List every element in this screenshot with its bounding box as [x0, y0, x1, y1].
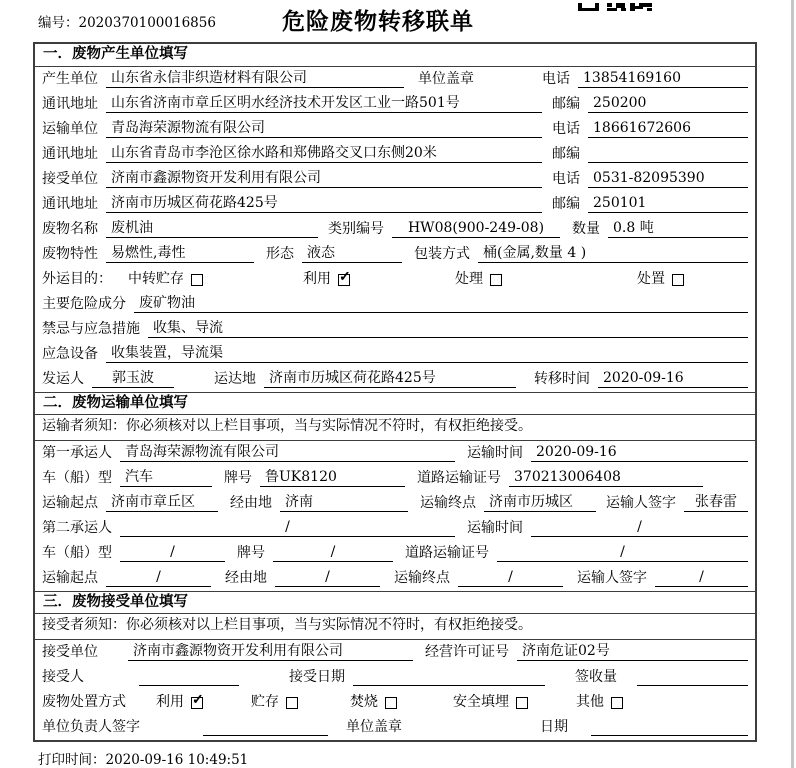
- vehicle2-row: [35, 541, 755, 566]
- equipment-row: [35, 342, 755, 367]
- disposal-burn-checkbox: [385, 697, 397, 709]
- route1-sign-label: 运输人签字: [606, 495, 676, 511]
- disposal-option-store: [251, 694, 298, 711]
- receipt-qty-label: 签收量: [575, 669, 617, 685]
- producer-label: 产生单位: [42, 71, 98, 87]
- disposal-option-use: [156, 694, 203, 711]
- producer-address-right: [542, 95, 748, 113]
- purpose-dispose-checkbox: [672, 274, 684, 286]
- responsible-sign-value: [203, 735, 328, 736]
- disposal-row: [35, 690, 755, 715]
- vehicle1-permit-label: 道路运输证号: [417, 470, 501, 486]
- shipper-label: 发运人: [42, 371, 84, 387]
- receiver-left: [42, 170, 542, 188]
- document-number-value: 2020370100016856: [78, 15, 216, 31]
- responsible-sign-label: 单位负责人签字: [42, 719, 140, 735]
- waste-category-value: HW08(900-249-08): [392, 220, 560, 238]
- receiver-phone-value: 0531-82095390: [588, 170, 748, 188]
- section2-header: 二．废物运输单位填写: [35, 392, 755, 415]
- producer-phone-label: 电话: [542, 71, 570, 87]
- carrier2-time-label: 运输时间: [467, 520, 523, 536]
- waste-form-value: 液态: [302, 245, 402, 263]
- disposal-option-store-label: 贮存: [251, 694, 279, 710]
- purpose-option-dispose: [637, 271, 684, 288]
- disposal-option-other: [576, 694, 623, 711]
- purpose-row: [35, 267, 755, 292]
- disposal-option-landfill-label: 安全填埋: [453, 694, 509, 710]
- route1-end-label: 运输终点: [420, 495, 476, 511]
- receiver-notice-row: [35, 614, 755, 640]
- producer-address-label: 通讯地址: [42, 96, 98, 112]
- section1-header: 一．废物产生单位填写: [35, 44, 755, 67]
- purpose-option-use: [303, 271, 350, 288]
- disposal-option-use-label: 利用: [156, 694, 184, 710]
- waste-form-label: 形态: [266, 246, 294, 262]
- transporter-address-label: 通讯地址: [42, 146, 98, 162]
- transporter-notice-text: 运输者须知：你必须核对以上栏目事项，当与实际情况不符时，有权拒绝接受。: [42, 418, 532, 434]
- destination-value: 济南市历城区荷花路425号: [264, 370, 516, 388]
- receiver-label: 接受单位: [42, 171, 98, 187]
- disposal-option-landfill: [453, 694, 528, 711]
- receiver-row: [35, 167, 755, 192]
- transporter-address-value: 山东省青岛市李沧区徐水路和郑佛路交叉口东侧20米: [106, 145, 542, 163]
- accept-date-label: 接受日期: [289, 669, 345, 685]
- transfer-time-label: 转移时间: [534, 371, 590, 387]
- route1-start-value: 济南市章丘区: [106, 494, 218, 512]
- carrier1-row: [35, 441, 755, 466]
- carrier1-time-value: 2020-09-16: [531, 444, 748, 462]
- route2-end-value: /: [458, 569, 563, 587]
- carrier2-label: 第二承运人: [42, 520, 112, 536]
- accept-person-value: [139, 685, 239, 686]
- carrier2-time-value: /: [531, 519, 748, 537]
- receiver-phone-label: 电话: [552, 171, 580, 187]
- disposal-other-checkbox: [611, 697, 623, 709]
- producer-value: 山东省永信非织造材料有限公司: [106, 70, 404, 88]
- hazard-value: 废矿物油: [134, 295, 748, 313]
- waste-name-value: 废机油: [106, 220, 318, 238]
- disposal-option-burn: [350, 694, 397, 711]
- transporter-zip-value: [588, 162, 748, 163]
- vehicle2-type-label: 车（船）型: [42, 545, 112, 561]
- accept-date-value: [353, 685, 545, 686]
- date-label: 日期: [540, 719, 568, 735]
- print-time-value: 2020-09-16 10:49:51: [105, 752, 249, 768]
- taboo-row: [35, 317, 755, 342]
- purpose-option-dispose-label: 处置: [637, 271, 665, 287]
- transporter-right: [542, 120, 748, 138]
- waste-property-row: [35, 242, 755, 267]
- receiver-right: [542, 170, 748, 188]
- section3-header: 三．废物接受单位填写: [35, 591, 755, 614]
- producer-row: [35, 67, 755, 92]
- purpose-treat-checkbox: [490, 274, 502, 286]
- accept-unit-label: 接受单位: [42, 644, 98, 660]
- receipt-qty-value: [637, 685, 748, 686]
- waste-category-label: 类别编号: [328, 221, 384, 237]
- vehicle1-type-label: 车（船）型: [42, 470, 112, 486]
- disposal-use-checkbox: [191, 697, 203, 709]
- route1-sign-value: 张春雷: [684, 494, 748, 512]
- waste-property-label: 废物特性: [42, 246, 98, 262]
- disposal-landfill-checkbox: [516, 697, 528, 709]
- print-time: [38, 748, 248, 768]
- route1-row: [35, 491, 755, 516]
- producer-zip-label: 邮编: [552, 96, 580, 112]
- vehicle2-permit-label: 道路运输证号: [405, 545, 489, 561]
- producer-address-left: [42, 95, 542, 113]
- waste-property-value: 易燃性,毒性: [106, 245, 254, 263]
- vehicle1-plate-label: 牌号: [224, 470, 252, 486]
- license-value: 济南危证02号: [517, 643, 748, 661]
- waste-qty-label: 数量: [572, 221, 600, 237]
- shipper-row: [35, 367, 755, 392]
- responsible-sign-row: [35, 715, 755, 740]
- vehicle2-permit-value: /: [497, 544, 748, 562]
- producer-address-row: [35, 92, 755, 117]
- purpose-use-checkbox: [338, 274, 350, 286]
- disposal-store-checkbox: [286, 697, 298, 709]
- seal-label: 单位盖章: [418, 71, 474, 87]
- transporter-phone-value: 18661672606: [588, 120, 748, 138]
- vehicle2-type-value: /: [120, 544, 225, 562]
- transporter-left: [42, 120, 542, 138]
- transporter-phone-label: 电话: [552, 121, 580, 137]
- shipper-value: 郭玉波: [92, 370, 174, 388]
- transfer-time-value: 2020-09-16: [598, 370, 748, 388]
- transporter-address-row: [35, 142, 755, 167]
- document-number-label: 编号：: [38, 15, 79, 31]
- route2-via-label: 经由地: [225, 570, 267, 586]
- print-time-label: 打印时间：: [38, 752, 106, 768]
- hazard-label: 主要危险成分: [42, 296, 126, 312]
- equipment-label: 应急设备: [42, 346, 98, 362]
- receiver-address-label: 通讯地址: [42, 196, 98, 212]
- equipment-value: 收集装置，导流渠: [106, 345, 748, 363]
- disposal-option-other-label: 其他: [576, 694, 604, 710]
- page-title: 危险废物转移联单: [282, 9, 474, 35]
- purpose-transfer-checkbox: [191, 274, 203, 286]
- date-value: [591, 735, 748, 736]
- producer-zip-value: 250200: [588, 95, 748, 113]
- purpose-label: 外运目的：: [42, 271, 112, 287]
- transporter-notice-row: [35, 415, 755, 441]
- taboo-label: 禁忌与应急措施: [42, 321, 140, 337]
- producer-left: [42, 70, 542, 88]
- waste-name-label: 废物名称: [42, 221, 98, 237]
- manifest-table: [33, 42, 757, 742]
- transporter-value: 青岛海荣源物流有限公司: [106, 120, 542, 138]
- accept-unit-row: [35, 640, 755, 665]
- vehicle1-plate-value: 鲁UK8120: [260, 469, 405, 487]
- carrier2-value: /: [120, 519, 455, 537]
- producer-right: [542, 70, 748, 88]
- purpose-option-transfer: [128, 271, 203, 288]
- carrier1-label: 第一承运人: [42, 445, 112, 461]
- receiver-address-left: [42, 195, 542, 213]
- disposal-label: 废物处置方式: [42, 694, 126, 710]
- waste-qty-value: 0.8 吨: [608, 220, 748, 238]
- carrier1-value: 青岛海荣源物流有限公司: [120, 444, 455, 462]
- disposal-option-burn-label: 焚烧: [350, 694, 378, 710]
- scrollbar-track[interactable]: [791, 0, 794, 768]
- route2-sign-value: /: [655, 569, 748, 587]
- route2-start-value: /: [106, 569, 211, 587]
- vehicle2-plate-label: 牌号: [237, 545, 265, 561]
- receiver-address-row: [35, 192, 755, 217]
- receiver-address-right: [542, 195, 748, 213]
- purpose-option-treat-label: 处理: [455, 271, 483, 287]
- license-label: 经营许可证号: [425, 644, 509, 660]
- accept-unit-value: 济南市鑫源物资开发利用有限公司: [128, 643, 413, 661]
- route1-via-label: 经由地: [230, 495, 272, 511]
- vehicle1-permit-value: 370213006408: [509, 469, 703, 487]
- producer-address-value: 山东省济南市章丘区明水经济技术开发区工业一路501号: [106, 95, 542, 113]
- route2-row: [35, 566, 755, 591]
- qr-code-icon: [578, 0, 652, 16]
- purpose-option-use-label: 利用: [303, 271, 331, 287]
- vehicle1-type-value: 汽车: [120, 469, 212, 487]
- route2-start-label: 运输起点: [42, 570, 98, 586]
- producer-phone-value: 13854169160: [578, 70, 748, 88]
- purpose-option-treat: [455, 271, 502, 288]
- accept-person-label: 接受人: [42, 669, 84, 685]
- receiver-value: 济南市鑫源物资开发利用有限公司: [106, 170, 542, 188]
- hazard-row: [35, 292, 755, 317]
- receiver-notice-text: 接受者须知：你必须核对以上栏目事项，当与实际情况不符时，有权拒绝接受。: [42, 617, 532, 633]
- taboo-value: 收集、导流: [148, 320, 748, 338]
- transporter-address-right: [542, 146, 748, 163]
- carrier2-row: [35, 516, 755, 541]
- receiver-address-value: 济南市历城区荷花路425号: [106, 195, 542, 213]
- vehicle2-plate-value: /: [273, 544, 393, 562]
- vehicle1-row: [35, 466, 755, 491]
- waste-name-row: [35, 217, 755, 242]
- transporter-label: 运输单位: [42, 121, 98, 137]
- accept-person-row: [35, 665, 755, 690]
- destination-label: 运达地: [214, 371, 256, 387]
- route2-via-value: /: [275, 569, 380, 587]
- waste-pack-value: 桶(金属,数量 4 ): [478, 245, 748, 263]
- page-header: [0, 0, 796, 42]
- waste-pack-label: 包装方式: [414, 246, 470, 262]
- route2-end-label: 运输终点: [394, 570, 450, 586]
- route1-via-value: 济南: [280, 494, 408, 512]
- receiver-zip-value: 250101: [588, 195, 748, 213]
- route2-sign-label: 运输人签字: [577, 570, 647, 586]
- transporter-row: [35, 117, 755, 142]
- purpose-option-transfer-label: 中转贮存: [128, 271, 184, 287]
- unit-seal-label: 单位盖章: [346, 719, 402, 735]
- route1-start-label: 运输起点: [42, 495, 98, 511]
- transporter-address-left: [42, 145, 542, 163]
- carrier1-time-label: 运输时间: [467, 445, 523, 461]
- route1-end-value: 济南市历城区: [484, 494, 596, 512]
- transporter-zip-label: 邮编: [552, 146, 580, 162]
- receiver-zip-label: 邮编: [552, 196, 580, 212]
